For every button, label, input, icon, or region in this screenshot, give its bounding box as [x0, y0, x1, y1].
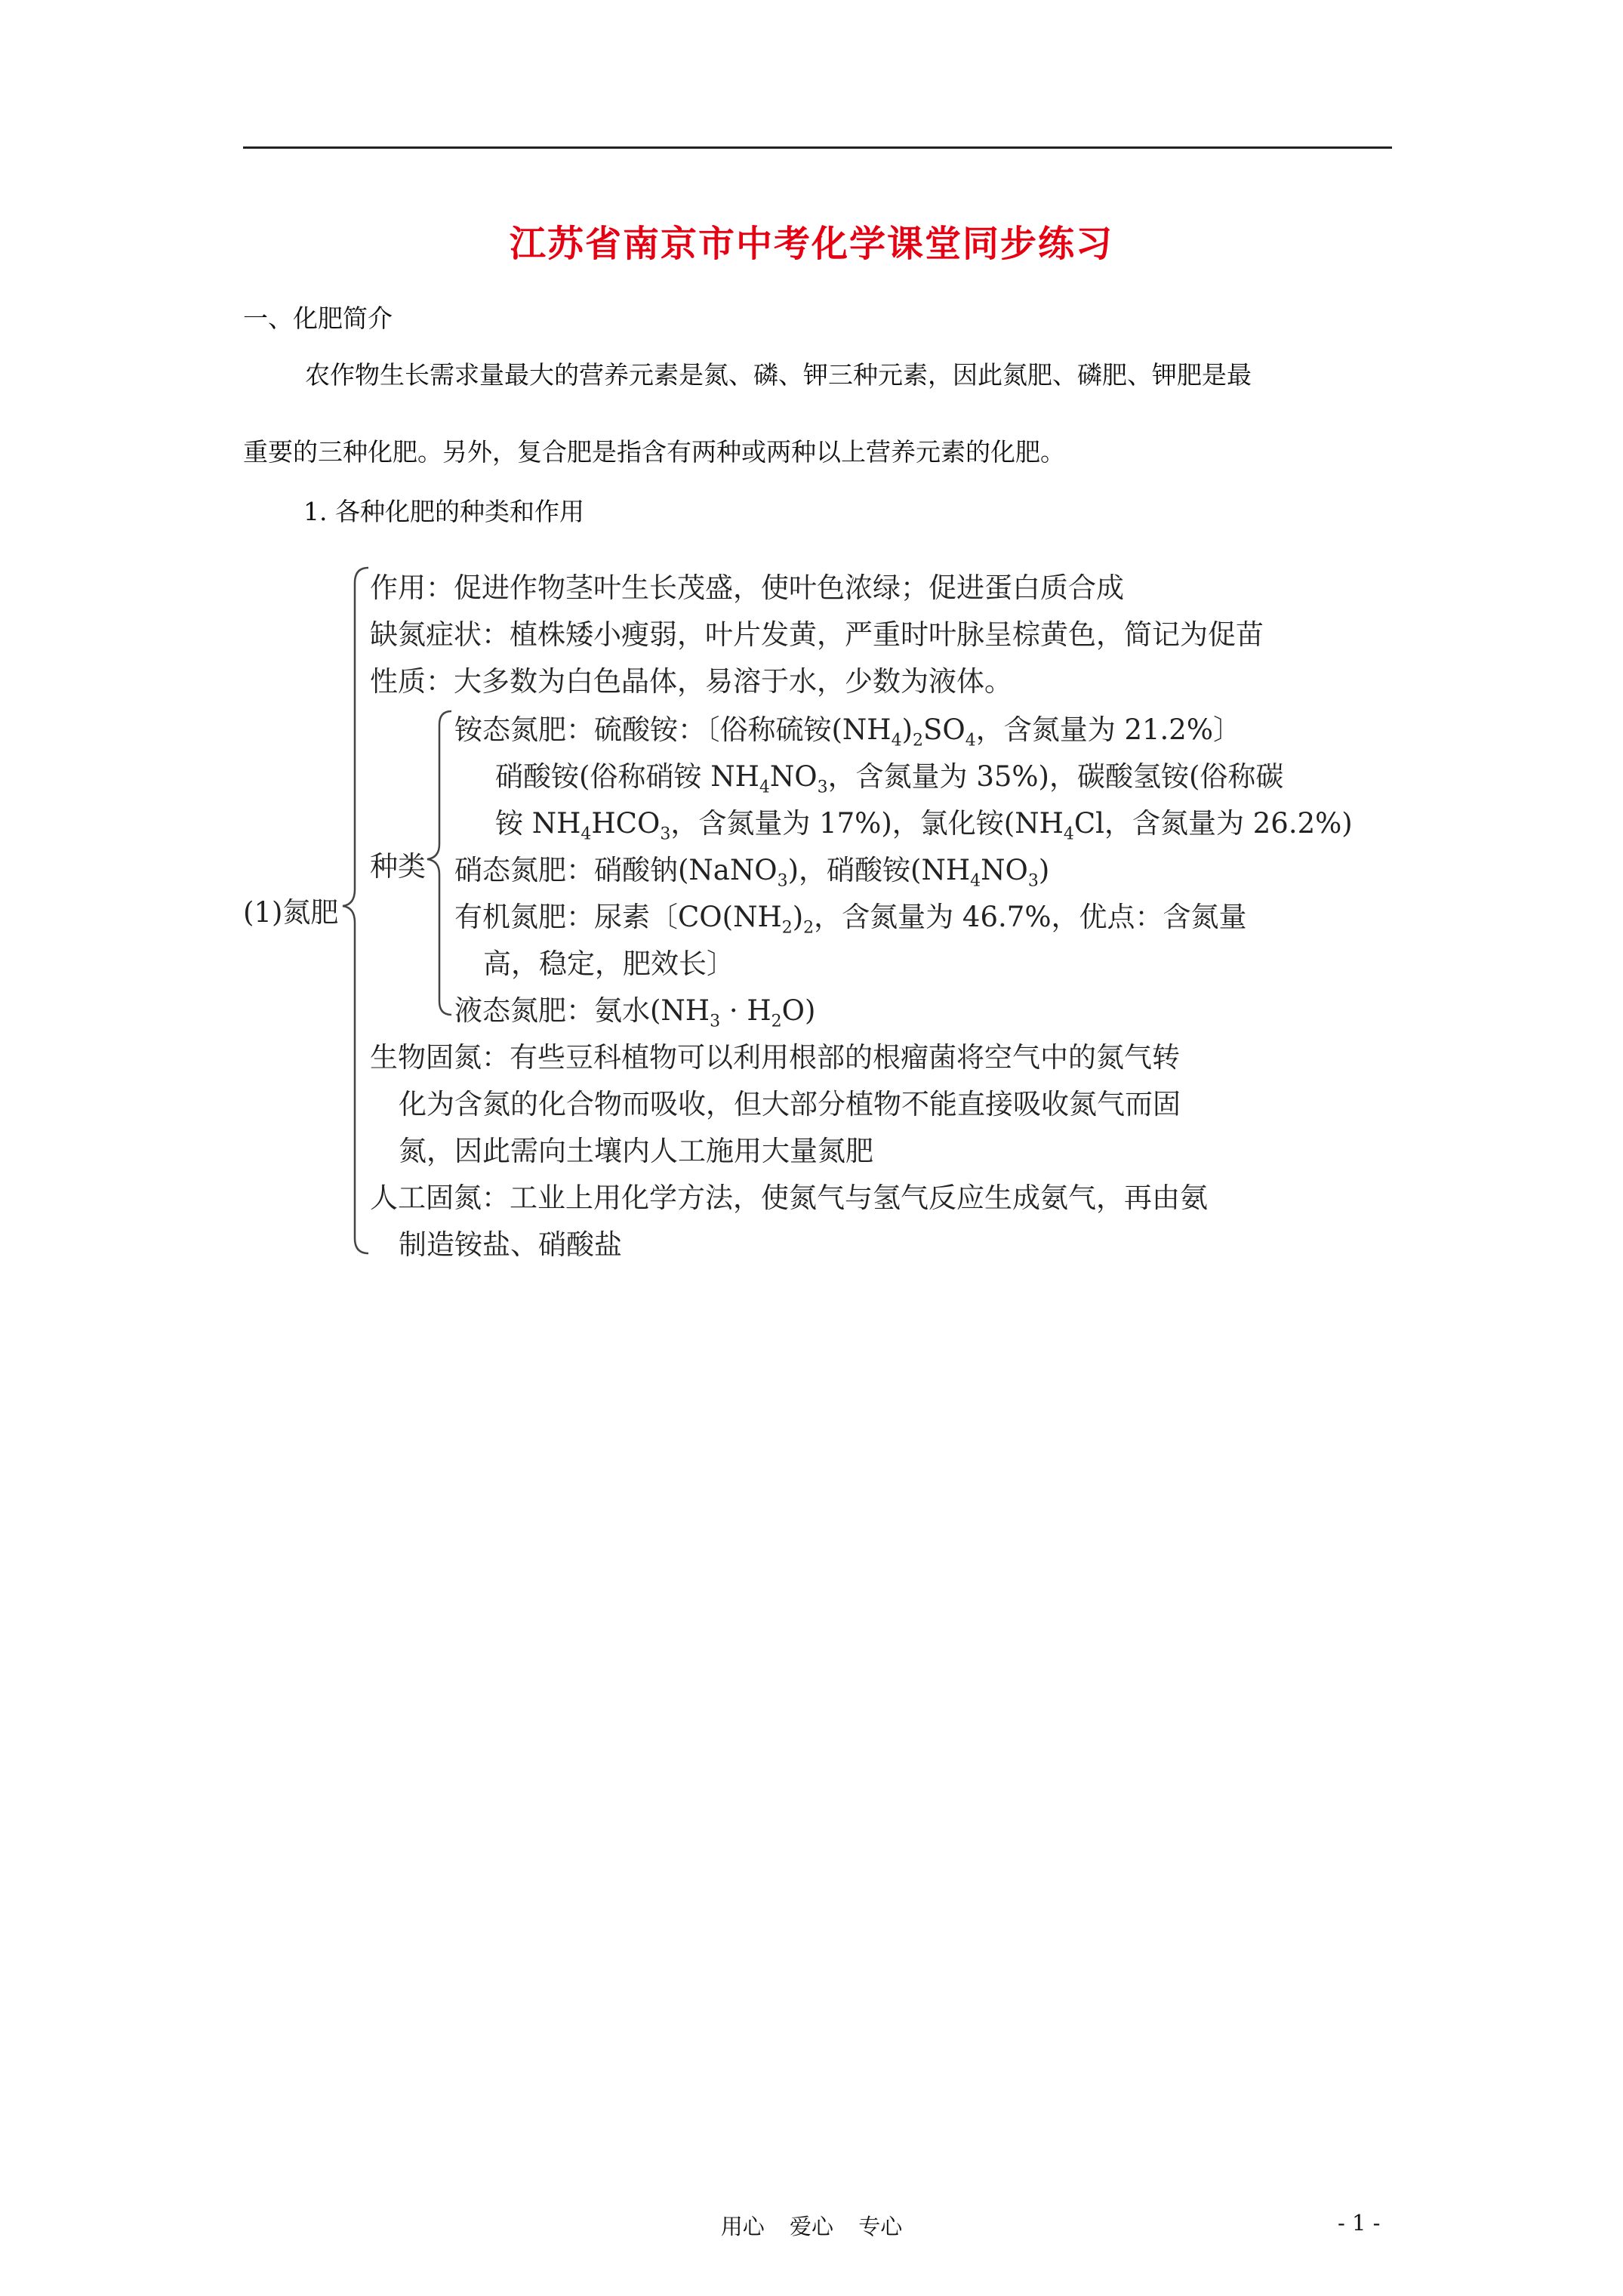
property-line: 性质：大多数为白色晶体，易溶于水，少数为液体。 — [370, 665, 1012, 698]
nitrate-line: 硝态氮肥：硝酸钠(NaNO$_3$)，硝酸铵$(NH_4NO_3)$ — [454, 854, 1050, 891]
organic-line-2: 高，稳定，肥效长〕 — [483, 948, 735, 980]
ammonium-line-1: 铵态氮肥：硫酸铵：〔俗称硫铵$(NH_4)_2SO_4$，含氮量为 21.2%〕 — [454, 713, 1242, 750]
bio-fixation-line-3: 氮，因此需向土壤内人工施用大量氮肥 — [399, 1135, 873, 1167]
intro-line-2: 重要的三种化肥。另外，复合肥是指含有两种或两种以上营养元素的化肥。 — [243, 437, 1065, 467]
ammonium-line-3: 铵 $NH_4HCO_3$，含氮量为 17%)，氯化铵($NH_4Cl$，含氮量为 26.2%) — [495, 807, 1353, 844]
artificial-fixation-line-1: 人工固氮：工业上用化学方法，使氮气与氢气反应生成氨气，再由氨 — [370, 1182, 1208, 1214]
section-heading: 一、化肥简介 — [243, 304, 393, 333]
page-number: - 1 - — [1338, 2210, 1381, 2236]
organic-line-1: 有机氮肥：尿素〔$CO(NH_2)_2$，含氮量为 46.7%，优点：含氮量 — [454, 901, 1247, 938]
types-label: 种类 — [370, 850, 426, 883]
effect-line: 作用：促进作物茎叶生长茂盛，使叶色浓绿；促进蛋白质合成 — [370, 572, 1124, 604]
deficiency-line: 缺氮症状：植株矮小瘦弱，叶片发黄，严重时叶脉呈棕黄色，简记为促苗 — [370, 618, 1264, 651]
page-title: 江苏省南京市中考化学课堂同步练习 — [509, 223, 1113, 265]
footer-motto: 用心 爱心 专心 — [720, 2214, 903, 2239]
bio-fixation-line-2: 化为含氮的化合物而吸收，但大部分植物不能直接吸收氮气而固 — [399, 1088, 1181, 1120]
ammonium-line-2: 硝酸铵(俗称硝铵 $NH_4NO_3$，含氮量为 35%)，碳酸氢铵(俗称碳 — [495, 760, 1284, 797]
types-brace — [427, 711, 451, 1015]
outer-brace — [343, 568, 368, 1253]
artificial-fixation-line-2: 制造铵盐、硝酸盐 — [399, 1228, 622, 1261]
diagram-root-label: (1)氮肥 — [243, 896, 339, 929]
bio-fixation-line-1: 生物固氮：有些豆科植物可以利用根部的根瘤菌将空气中的氮气转 — [370, 1041, 1180, 1074]
liquid-line: 液态氮肥：氨水$(NH_3 \cdot H_2O)$ — [454, 994, 816, 1031]
intro-line-1: 农作物生长需求量最大的营养元素是氮、磷、钾三种元素，因此氮肥、磷肥、钾肥是最 — [305, 360, 1252, 390]
subheading: 1. 各种化肥的种类和作用 — [303, 497, 584, 526]
